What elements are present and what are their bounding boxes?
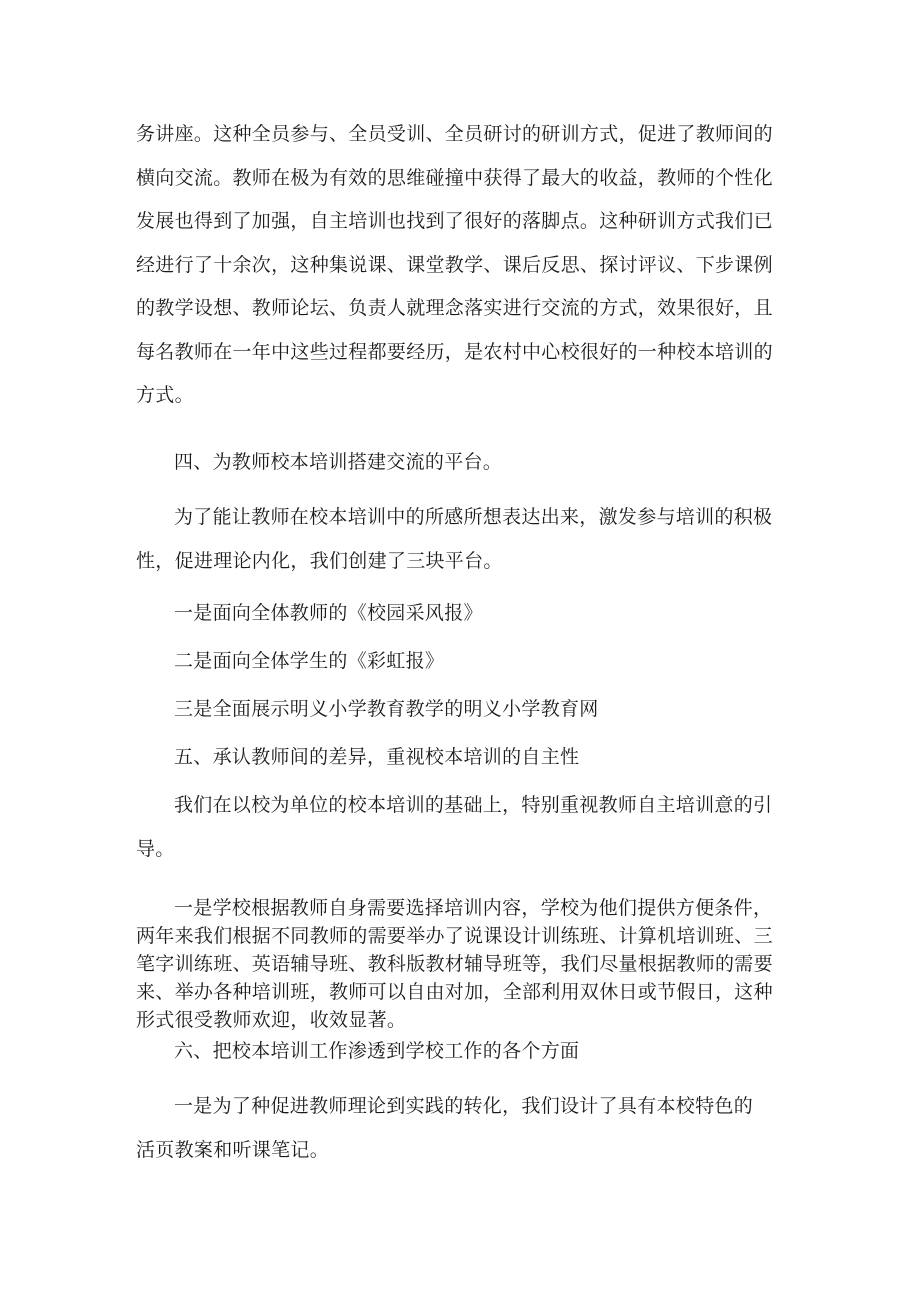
text-line: 经进行了十余次，这种集说课、课堂教学、课后反思、探讨评议、下步课例 <box>136 253 773 276</box>
paragraph-lesson-plans <box>136 1085 784 1172</box>
list-item-platform-3: 三是全面展示明义小学教育教学的明义小学教育网 <box>174 698 599 720</box>
text-line: 发展也得到了加强，自主培训也找到了很好的落脚点。这种研训方式我们已 <box>136 210 773 232</box>
list-item-platform-2: 二是面向全体学生的《彩虹报》 <box>174 650 445 672</box>
text-line: 形式很受教师欢迎，收效显著。 <box>136 1009 407 1031</box>
text-line: 导。 <box>136 837 175 860</box>
heading-section-5: 五、承认教师间的差异，重视校本培训的自主性 <box>174 746 580 768</box>
text-line: 性，促进理论内化，我们创建了三块平台。 <box>136 549 503 572</box>
text-line: 我们在以校为单位的校本培训的基础上，特别重视教师自主培训意的引 <box>174 794 773 816</box>
text-line: 的教学设想、教师论坛、负责人就理念落实进行交流的方式，效果很好，且 <box>136 297 773 319</box>
text-line: 每名教师在一年中这些过程都要经历，是农村中心校很好的一种校本培训的 <box>136 340 773 363</box>
text-line: 一是为了种促进教师理论到实践的转化，我们设计了具有本校特色的 <box>174 1095 754 1117</box>
text-line: 一是学校根据教师自身需要选择培训内容，学校为他们提供方便条件， <box>174 897 773 919</box>
heading-section-6: 六、把校本培训工作渗透到学校工作的各个方面 <box>174 1040 580 1062</box>
paragraph-self-training <box>136 784 784 871</box>
heading-section-4: 四、为教师校本培训搭建交流的平台。 <box>174 451 503 473</box>
list-item-platform-1: 一是面向全体教师的《校园采风报》 <box>174 602 483 624</box>
text-line: 务讲座。这种全员参与、全员受训、全员研讨的研训方式，促进了教师间的 <box>136 123 773 145</box>
paragraph-research-methods <box>136 113 784 418</box>
text-line: 方式。 <box>136 384 194 406</box>
text-line: 笔字训练班、英语辅导班、教科版教材辅导班等，我们尽量根据教师的需要 <box>136 953 773 975</box>
text-line: 横向交流。教师在极为有效的思维碰撞中获得了最大的收益，教师的个性化 <box>136 166 773 189</box>
paragraph-platforms-intro <box>136 496 784 583</box>
text-line: 两年来我们根据不同教师的需要举办了说课设计训练班、计算机培训班、三 <box>136 925 773 947</box>
text-line: 为了能让教师在校本培训中的所感所想表达出来，激发参与培训的积极 <box>174 506 773 528</box>
text-line: 活页教案和听课笔记。 <box>136 1138 330 1161</box>
paragraph-training-classes <box>136 894 784 1034</box>
text-line: 来、举办各种培训班，教师可以自由对加，全部利用双休日或节假日，这种 <box>136 981 773 1003</box>
